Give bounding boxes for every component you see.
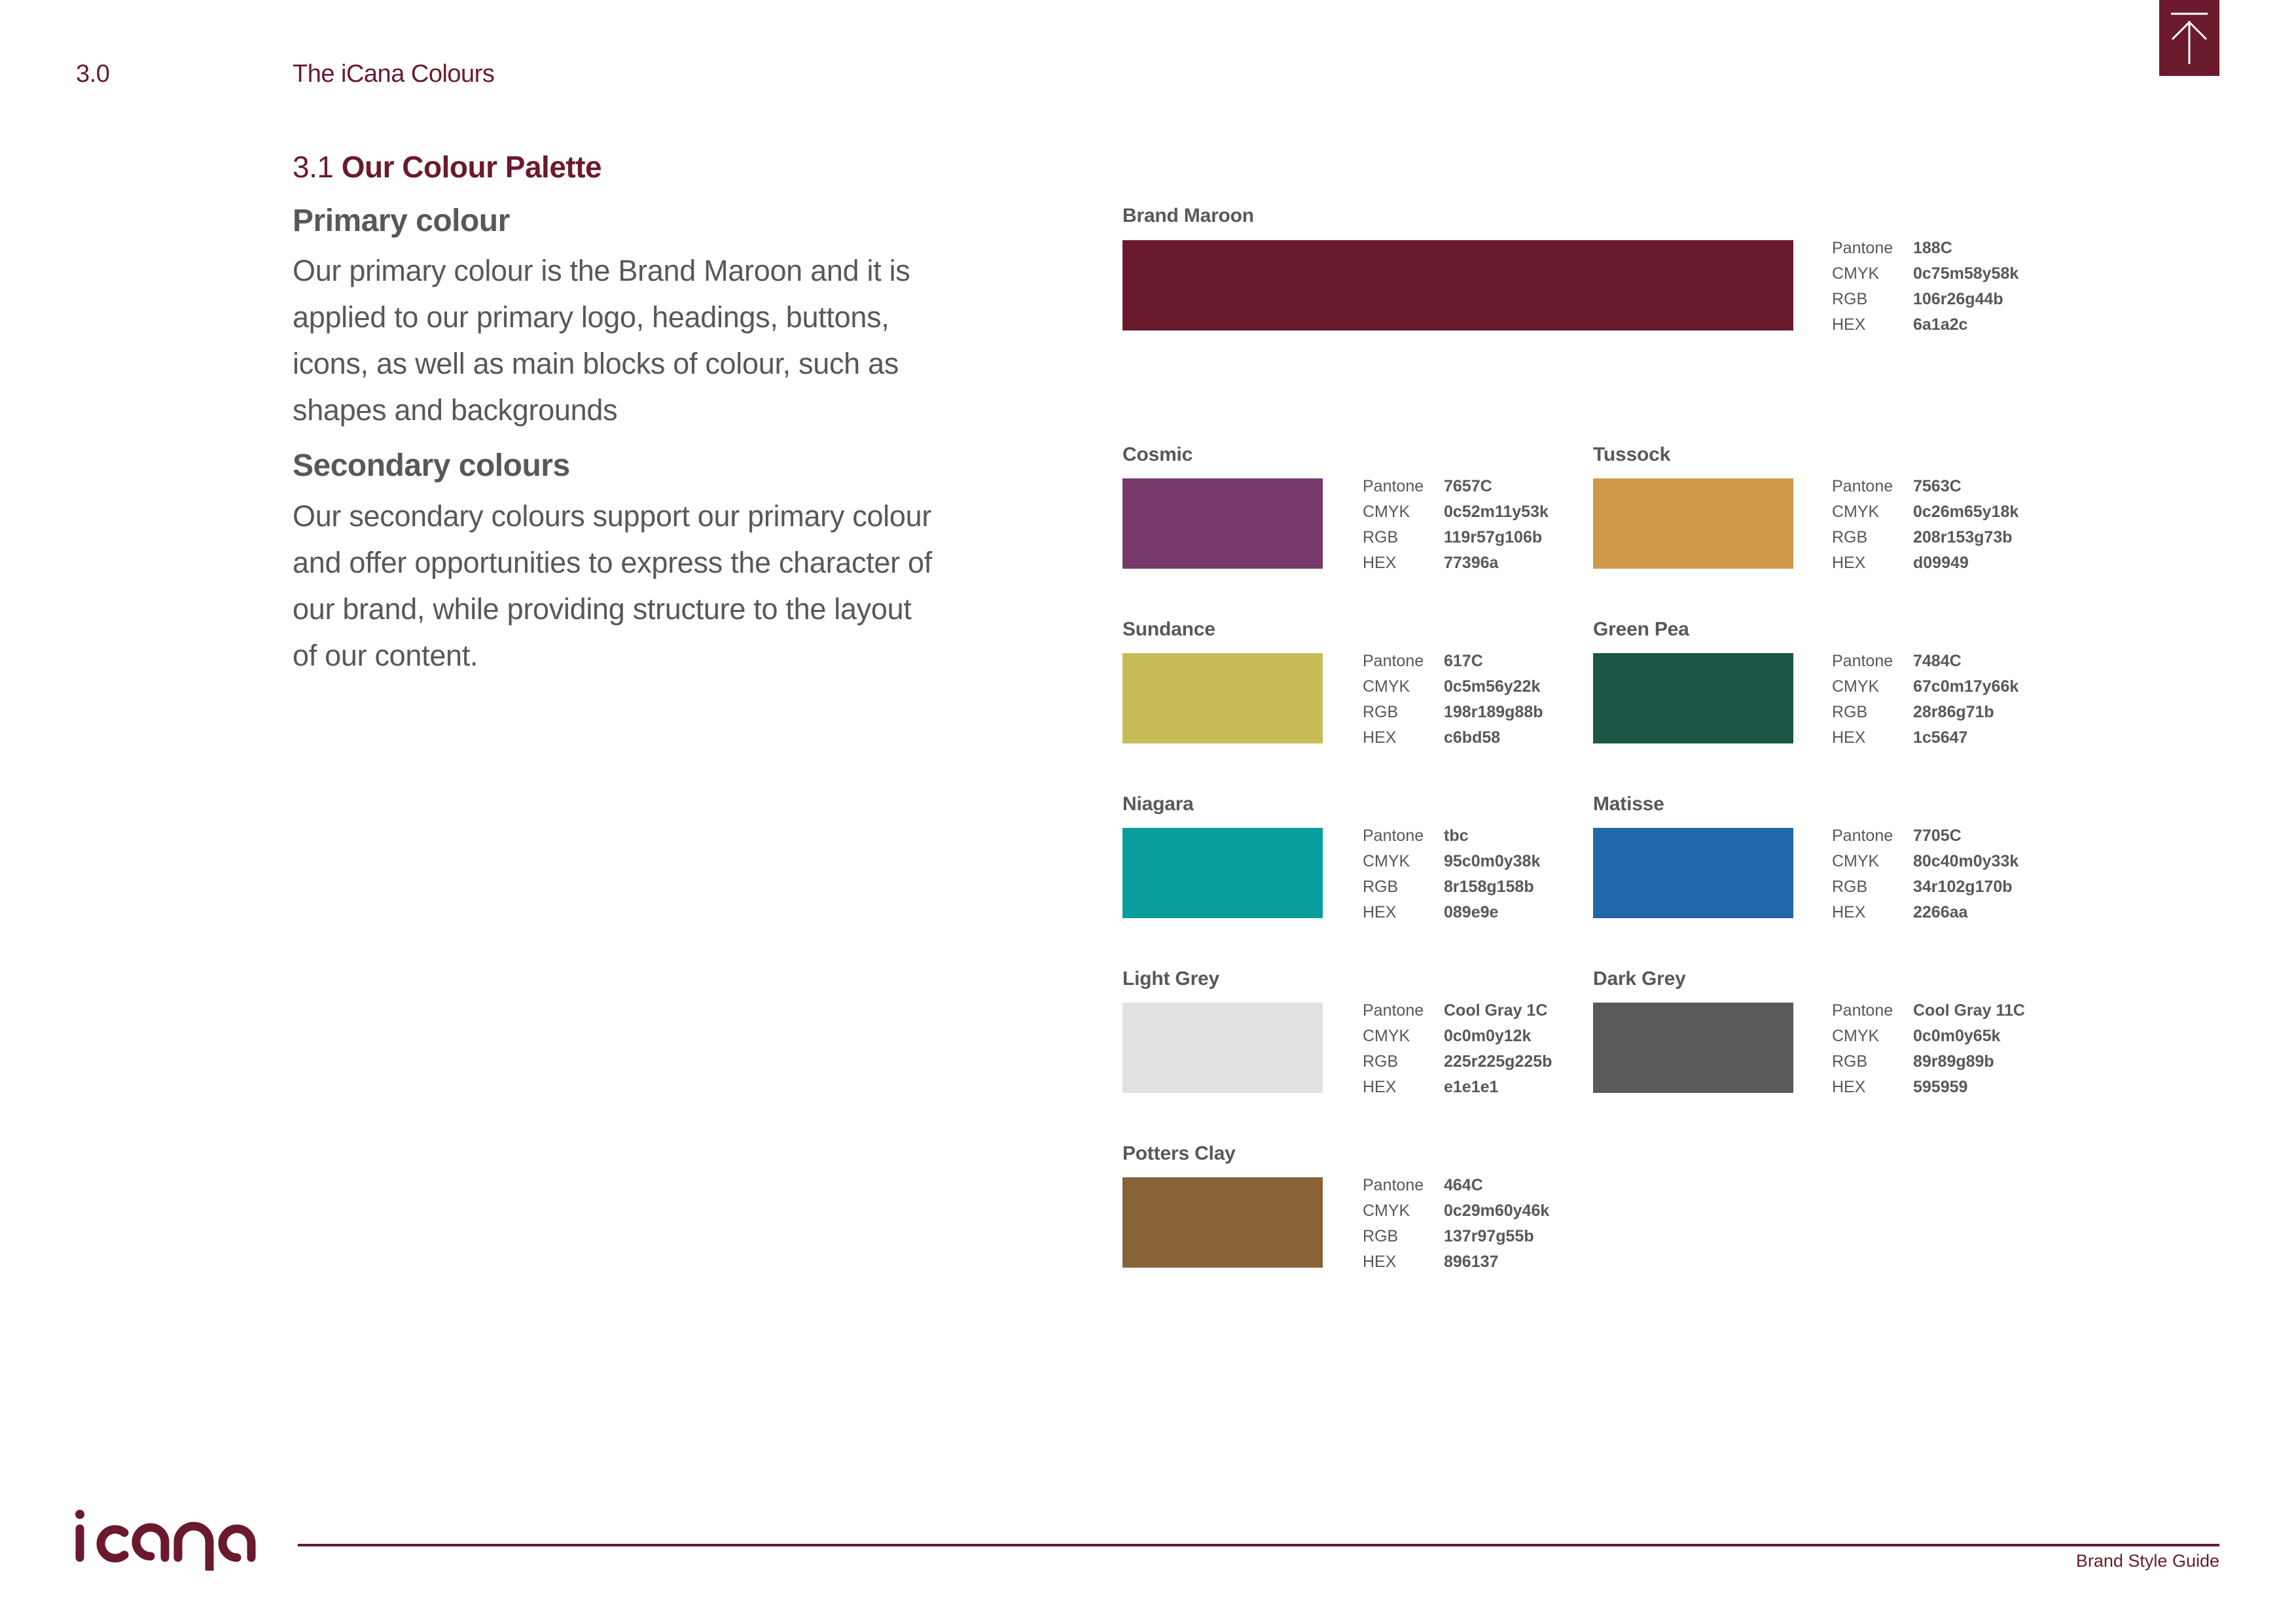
swatch-label-potters-clay: Potters Clay [1122, 1143, 1236, 1164]
spec-row-hex [1363, 725, 1543, 751]
swatch-label-brand-maroon: Brand Maroon [1122, 205, 1254, 226]
spec-label-cmyk: CMYK [1363, 852, 1410, 870]
spec-label-hex: HEX [1832, 728, 1866, 747]
swatch-sundance [1122, 653, 1323, 743]
spec-value-hex: 896137 [1444, 1253, 1499, 1271]
spec-label-cmyk: CMYK [1832, 677, 1880, 696]
swatch-niagara [1122, 828, 1323, 918]
spec-value-pantone: 7657C [1444, 477, 1492, 495]
spec-value-cmyk: 0c5m56y22k [1444, 677, 1541, 696]
spec-row-cmyk [1832, 1024, 2025, 1049]
spec-row-rgb: RGB 106r26g44b [1832, 290, 2003, 308]
colour-specs-brand-maroon [1832, 236, 2018, 338]
spec-row-cmyk [1363, 1198, 1549, 1224]
text-line: Our primary colour is the Brand Maroon and it is [293, 254, 910, 287]
spec-row-rgb [1832, 874, 2018, 900]
back-to-top-button[interactable] [2159, 0, 2219, 76]
spec-label-hex: HEX [1363, 1078, 1397, 1096]
footer-document-name: Brand Style Guide [2075, 1551, 2219, 1571]
text-line: shapes and backgrounds [293, 393, 618, 427]
spec-row-rgb [1363, 874, 1540, 900]
spec-value-rgb: 137r97g55b [1444, 1227, 1534, 1245]
spec-row-pantone [1363, 823, 1540, 849]
spec-row-cmyk [1363, 1024, 1552, 1049]
spec-label-pantone: Pantone [1832, 477, 1893, 495]
spec-label-pantone: Pantone [1832, 827, 1893, 845]
spec-label-cmyk: CMYK [1832, 852, 1880, 870]
spec-row-cmyk: CMYK 0c75m58y58k [1832, 264, 2019, 283]
spec-label-pantone: Pantone [1363, 652, 1424, 670]
section-number: 3.0 [76, 60, 110, 88]
spec-label-rgb: RGB [1363, 1227, 1399, 1245]
swatch-label-tussock: Tussock [1593, 444, 1671, 465]
spec-row-pantone [1832, 474, 2018, 499]
spec-label-hex: HEX [1832, 903, 1866, 921]
spec-label-rgb: RGB [1363, 878, 1399, 896]
spec-label-hex: HEX [1363, 554, 1397, 572]
spec-row-pantone [1363, 649, 1543, 674]
text-line: our brand, while providing structure to the layout [293, 592, 912, 626]
spec-label-rgb: RGB [1363, 1052, 1399, 1071]
spec-label-rgb: RGB [1832, 528, 1868, 546]
spec-row-hex [1363, 1249, 1549, 1275]
subsection-title: Our Colour Palette [341, 150, 602, 184]
spec-value-pantone: tbc [1444, 827, 1469, 845]
secondary-colours-heading: Secondary colours [293, 448, 570, 483]
swatch-cosmic [1122, 478, 1323, 569]
spec-label-cmyk: CMYK [1363, 1027, 1410, 1045]
colour-specs-cosmic [1363, 474, 1549, 576]
spec-value-pantone: 7705C [1913, 827, 1962, 845]
spec-label-hex: HEX [1832, 1078, 1866, 1096]
spec-value-cmyk: 67c0m17y66k [1913, 677, 2019, 696]
colour-specs-matisse [1832, 823, 2018, 925]
colour-specs-light-grey [1363, 998, 1552, 1100]
spec-value-cmyk: 0c0m0y12k [1444, 1027, 1532, 1045]
swatch-label-dark-grey: Dark Grey [1593, 968, 1686, 990]
spec-row-rgb [1832, 1049, 2025, 1075]
spec-row-rgb [1363, 700, 1543, 725]
section-title: The iCana Colours [293, 60, 495, 88]
colour-specs-tussock [1832, 474, 2018, 576]
spec-row-hex [1363, 550, 1549, 576]
spec-value-rgb: 208r153g73b [1913, 528, 2013, 546]
spec-value-hex: 089e9e [1444, 903, 1499, 921]
spec-value-hex: 595959 [1913, 1078, 1968, 1096]
swatch-dark-grey [1593, 1003, 1793, 1093]
spec-value-hex: 1c5647 [1913, 728, 1968, 747]
swatch-label-cosmic: Cosmic [1122, 444, 1193, 465]
spec-label-pantone: Pantone [1363, 1176, 1424, 1194]
spec-label-pantone: Pantone [1363, 477, 1424, 495]
spec-label-pantone: Pantone [1832, 1001, 1893, 1020]
spec-row-rgb [1363, 525, 1549, 550]
spec-value-rgb: 89r89g89b [1913, 1052, 1994, 1071]
spec-value-rgb: 198r189g88b [1444, 703, 1543, 721]
footer-divider [298, 1544, 2219, 1546]
colour-specs-green-pea [1832, 649, 2018, 751]
spec-value-pantone: 7484C [1913, 652, 1962, 670]
spec-row-cmyk [1832, 849, 2018, 874]
spec-row-pantone [1363, 1173, 1549, 1198]
spec-value-hex: 77396a [1444, 554, 1499, 572]
spec-value-pantone: 7563C [1913, 477, 1962, 495]
spec-value-pantone: Cool Gray 1C [1444, 1001, 1548, 1020]
primary-colour-description [293, 247, 986, 433]
spec-value-cmyk: 0c52m11y53k [1444, 503, 1549, 521]
icana-logo [73, 1499, 260, 1574]
spec-value-hex: 2266aa [1913, 903, 1968, 921]
swatch-light-grey [1122, 1003, 1323, 1093]
spec-row-hex [1832, 550, 2018, 576]
subsection-number: 3.1 [293, 150, 334, 184]
swatch-brand-maroon [1122, 240, 1793, 330]
spec-label-hex: HEX [1363, 903, 1397, 921]
spec-value-cmyk: 0c26m65y18k [1913, 503, 2019, 521]
spec-row-rgb [1363, 1049, 1552, 1075]
swatch-label-niagara: Niagara [1122, 793, 1194, 815]
swatch-label-sundance: Sundance [1122, 618, 1215, 640]
spec-row-cmyk [1832, 499, 2018, 525]
spec-label-rgb: RGB [1832, 878, 1868, 896]
spec-value-cmyk: 95c0m0y38k [1444, 852, 1541, 870]
spec-value-hex: d09949 [1913, 554, 1969, 572]
spec-row-hex [1363, 900, 1540, 925]
spec-label-rgb: RGB [1832, 703, 1868, 721]
spec-value-pantone: 617C [1444, 652, 1483, 670]
spec-label-rgb: RGB [1832, 1052, 1868, 1071]
spec-label-pantone: Pantone [1832, 652, 1893, 670]
spec-value-cmyk: 0c29m60y46k [1444, 1202, 1550, 1220]
icana-logo-mark [73, 1499, 260, 1571]
spec-row-rgb [1832, 700, 2018, 725]
swatch-potters-clay [1122, 1177, 1323, 1268]
colour-specs-niagara [1363, 823, 1540, 925]
spec-row-pantone [1832, 998, 2025, 1024]
text-line: icons, as well as main blocks of colour, such as [293, 347, 899, 380]
spec-row-cmyk [1363, 674, 1543, 700]
swatch-tussock [1593, 478, 1793, 569]
spec-row-hex [1363, 1075, 1552, 1100]
secondary-colours-description [293, 493, 986, 679]
spec-value-rgb: 225r225g225b [1444, 1052, 1552, 1071]
spec-value-cmyk: 0c0m0y65k [1913, 1027, 2001, 1045]
text-line: and offer opportunities to express the character of [293, 546, 932, 579]
spec-value-pantone: 464C [1444, 1176, 1483, 1194]
spec-row-cmyk [1832, 674, 2018, 700]
swatch-label-green-pea: Green Pea [1593, 618, 1689, 640]
spec-label-hex: HEX [1363, 728, 1397, 747]
spec-label-hex: HEX [1832, 554, 1866, 572]
spec-label-pantone: Pantone [1363, 827, 1424, 845]
spec-row-rgb [1832, 525, 2018, 550]
subsection-heading [293, 149, 601, 185]
swatch-label-light-grey: Light Grey [1122, 968, 1220, 990]
spec-row-hex [1832, 900, 2018, 925]
swatch-matisse [1593, 828, 1793, 918]
spec-row-pantone [1363, 474, 1549, 499]
colour-specs-sundance [1363, 649, 1543, 751]
spec-row-cmyk [1363, 499, 1549, 525]
spec-value-rgb: 28r86g71b [1913, 703, 1994, 721]
spec-label-pantone: Pantone [1363, 1001, 1424, 1020]
text-line: Our secondary colours support our primary colour [293, 499, 932, 533]
spec-value-cmyk: 80c40m0y33k [1913, 852, 2019, 870]
spec-row-rgb [1363, 1224, 1549, 1249]
spec-label-cmyk: CMYK [1832, 1027, 1880, 1045]
spec-row-hex [1832, 1075, 2025, 1100]
spec-row-pantone [1363, 998, 1552, 1024]
spec-value-hex: e1e1e1 [1444, 1078, 1499, 1096]
spec-label-rgb: RGB [1363, 703, 1399, 721]
spec-label-hex: HEX [1363, 1253, 1397, 1271]
spec-label-cmyk: CMYK [1363, 677, 1410, 696]
spec-value-hex: c6bd58 [1444, 728, 1501, 747]
swatch-label-matisse: Matisse [1593, 793, 1664, 815]
colour-specs-potters-clay [1363, 1173, 1549, 1275]
spec-value-pantone: Cool Gray 11C [1913, 1001, 2025, 1020]
arrow-up-to-line-icon [2168, 12, 2210, 65]
spec-row-hex: HEX 6a1a2c [1832, 315, 1968, 334]
colour-specs-dark-grey [1832, 998, 2025, 1100]
primary-colour-heading: Primary colour [293, 204, 510, 238]
spec-label-cmyk: CMYK [1363, 1202, 1410, 1220]
spec-label-cmyk: CMYK [1363, 503, 1410, 521]
spec-row-hex [1832, 725, 2018, 751]
spec-row-pantone: Pantone 188C [1832, 239, 1952, 257]
spec-row-pantone [1832, 823, 2018, 849]
spec-label-cmyk: CMYK [1832, 503, 1880, 521]
spec-value-rgb: 8r158g158b [1444, 878, 1534, 896]
swatch-green-pea [1593, 653, 1793, 743]
spec-value-rgb: 119r57g106b [1444, 528, 1543, 546]
spec-label-rgb: RGB [1363, 528, 1399, 546]
text-line: applied to our primary logo, headings, buttons, [293, 300, 889, 334]
spec-row-cmyk [1363, 849, 1540, 874]
spec-row-pantone [1832, 649, 2018, 674]
spec-value-rgb: 34r102g170b [1913, 878, 2013, 896]
text-line: of our content. [293, 639, 478, 672]
